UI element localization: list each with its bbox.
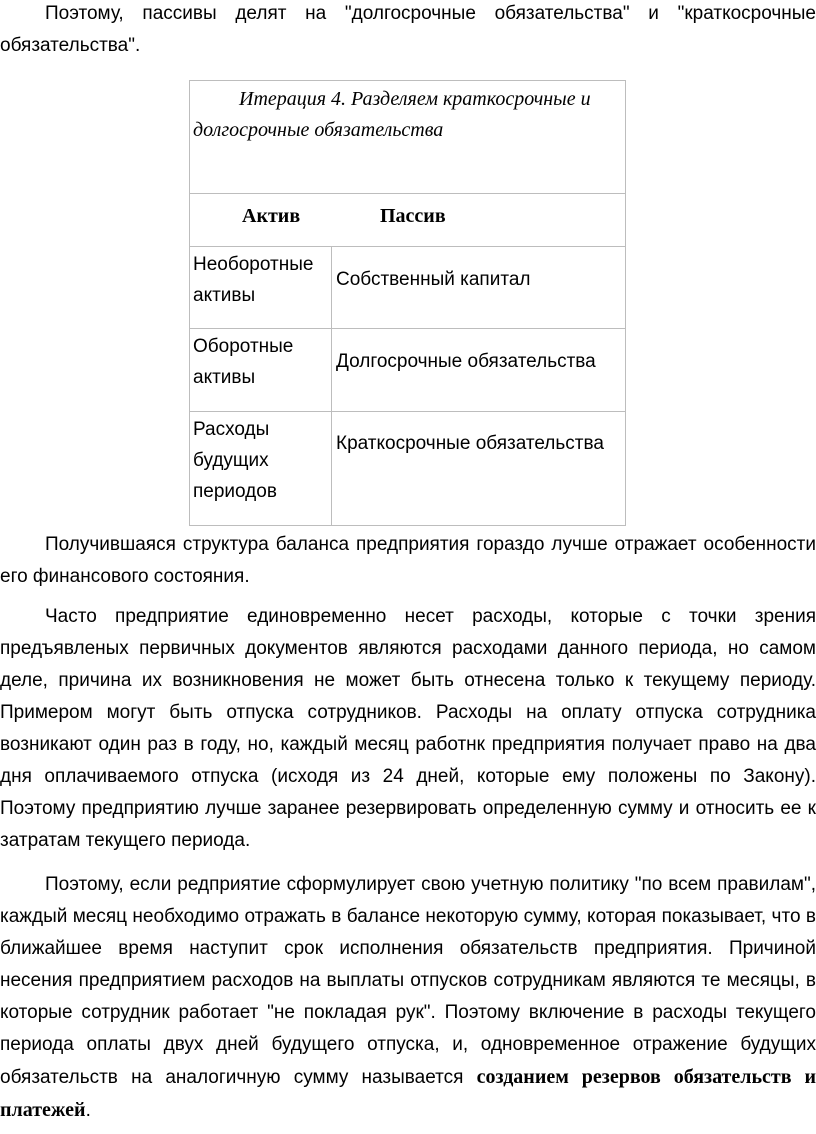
table-caption: Итерация 4. Разделяем краткосрочные и долгосрочные обязательства [193, 88, 591, 141]
balance-structure-table [189, 80, 626, 526]
paragraph-reserves [0, 869, 816, 1127]
table-divider [190, 193, 625, 194]
term-reserves: созданием резервов обязательств и платежей [0, 1066, 816, 1121]
table-cell-asset: Расходы будущих периодов [193, 419, 277, 502]
table-cell-liability: Долгосрочные обязательства [336, 351, 596, 372]
paragraph-reserves-end: . [85, 1100, 91, 1121]
table-divider [190, 328, 625, 329]
column-header-assets: Актив [242, 205, 301, 227]
table-divider [190, 411, 625, 412]
table-divider [190, 246, 625, 247]
paragraph-vacation-expenses: Часто предприятие единовременно несет расходы, которые с точки зрения предъявленых первичных документов являются расходами данного периода, но самом деле, причина их возникновения не может быть отнесена только к текущему периоду. Примером могут быть отпуска сотрудников. Расходы на оплату отпуска сотрудника возникают один раз в году, но, каждый месяц работнк предприятия получает право на два дня оплачиваемого отпуска (исходя из 24 дней, которые ему положены по Закону). Поэтому предприятию лучше заранее резервировать определенную сумму и относить ее к затратам текущего периода. [0, 606, 816, 851]
table-cell-asset: Необоротные активы [193, 254, 314, 306]
table-cell-liability: Краткосрочные обязательства [336, 433, 604, 454]
paragraph-reserves-text: Поэтому, если редприятие сформулирует свою учетную политику "по всем правилам", каждый месяц необходимо отражать в балансе некоторую сумму, которая показывает, что в ближайшее время наступит срок исполнения обязательств предприятия. Причиной несения предприятием расходов на выплаты отпусков сотрудникам являются те месяцы, в которые сотрудник работает "не покладая рук". Поэтому включение в расходы текущего периода оплаты двух дней будущего отпуска, и, одновременное отражение будущих обязательств на аналогичную сумму называется [0, 874, 816, 1088]
paragraph-balance-structure: Получившаяся структура баланса предприятия гораздо лучше отражает особенности его финансового состояния. [0, 534, 816, 587]
table-cell-liability: Собственный капитал [336, 269, 531, 290]
column-header-liabilities: Пассив [380, 205, 446, 227]
table-column-divider [331, 247, 332, 526]
paragraph-liabilities-split: Поэтому, пассивы делят на "долгосрочные обязательства" и "краткосрочные обязательства". [0, 3, 816, 56]
table-cell-asset: Оборотные активы [193, 336, 294, 388]
